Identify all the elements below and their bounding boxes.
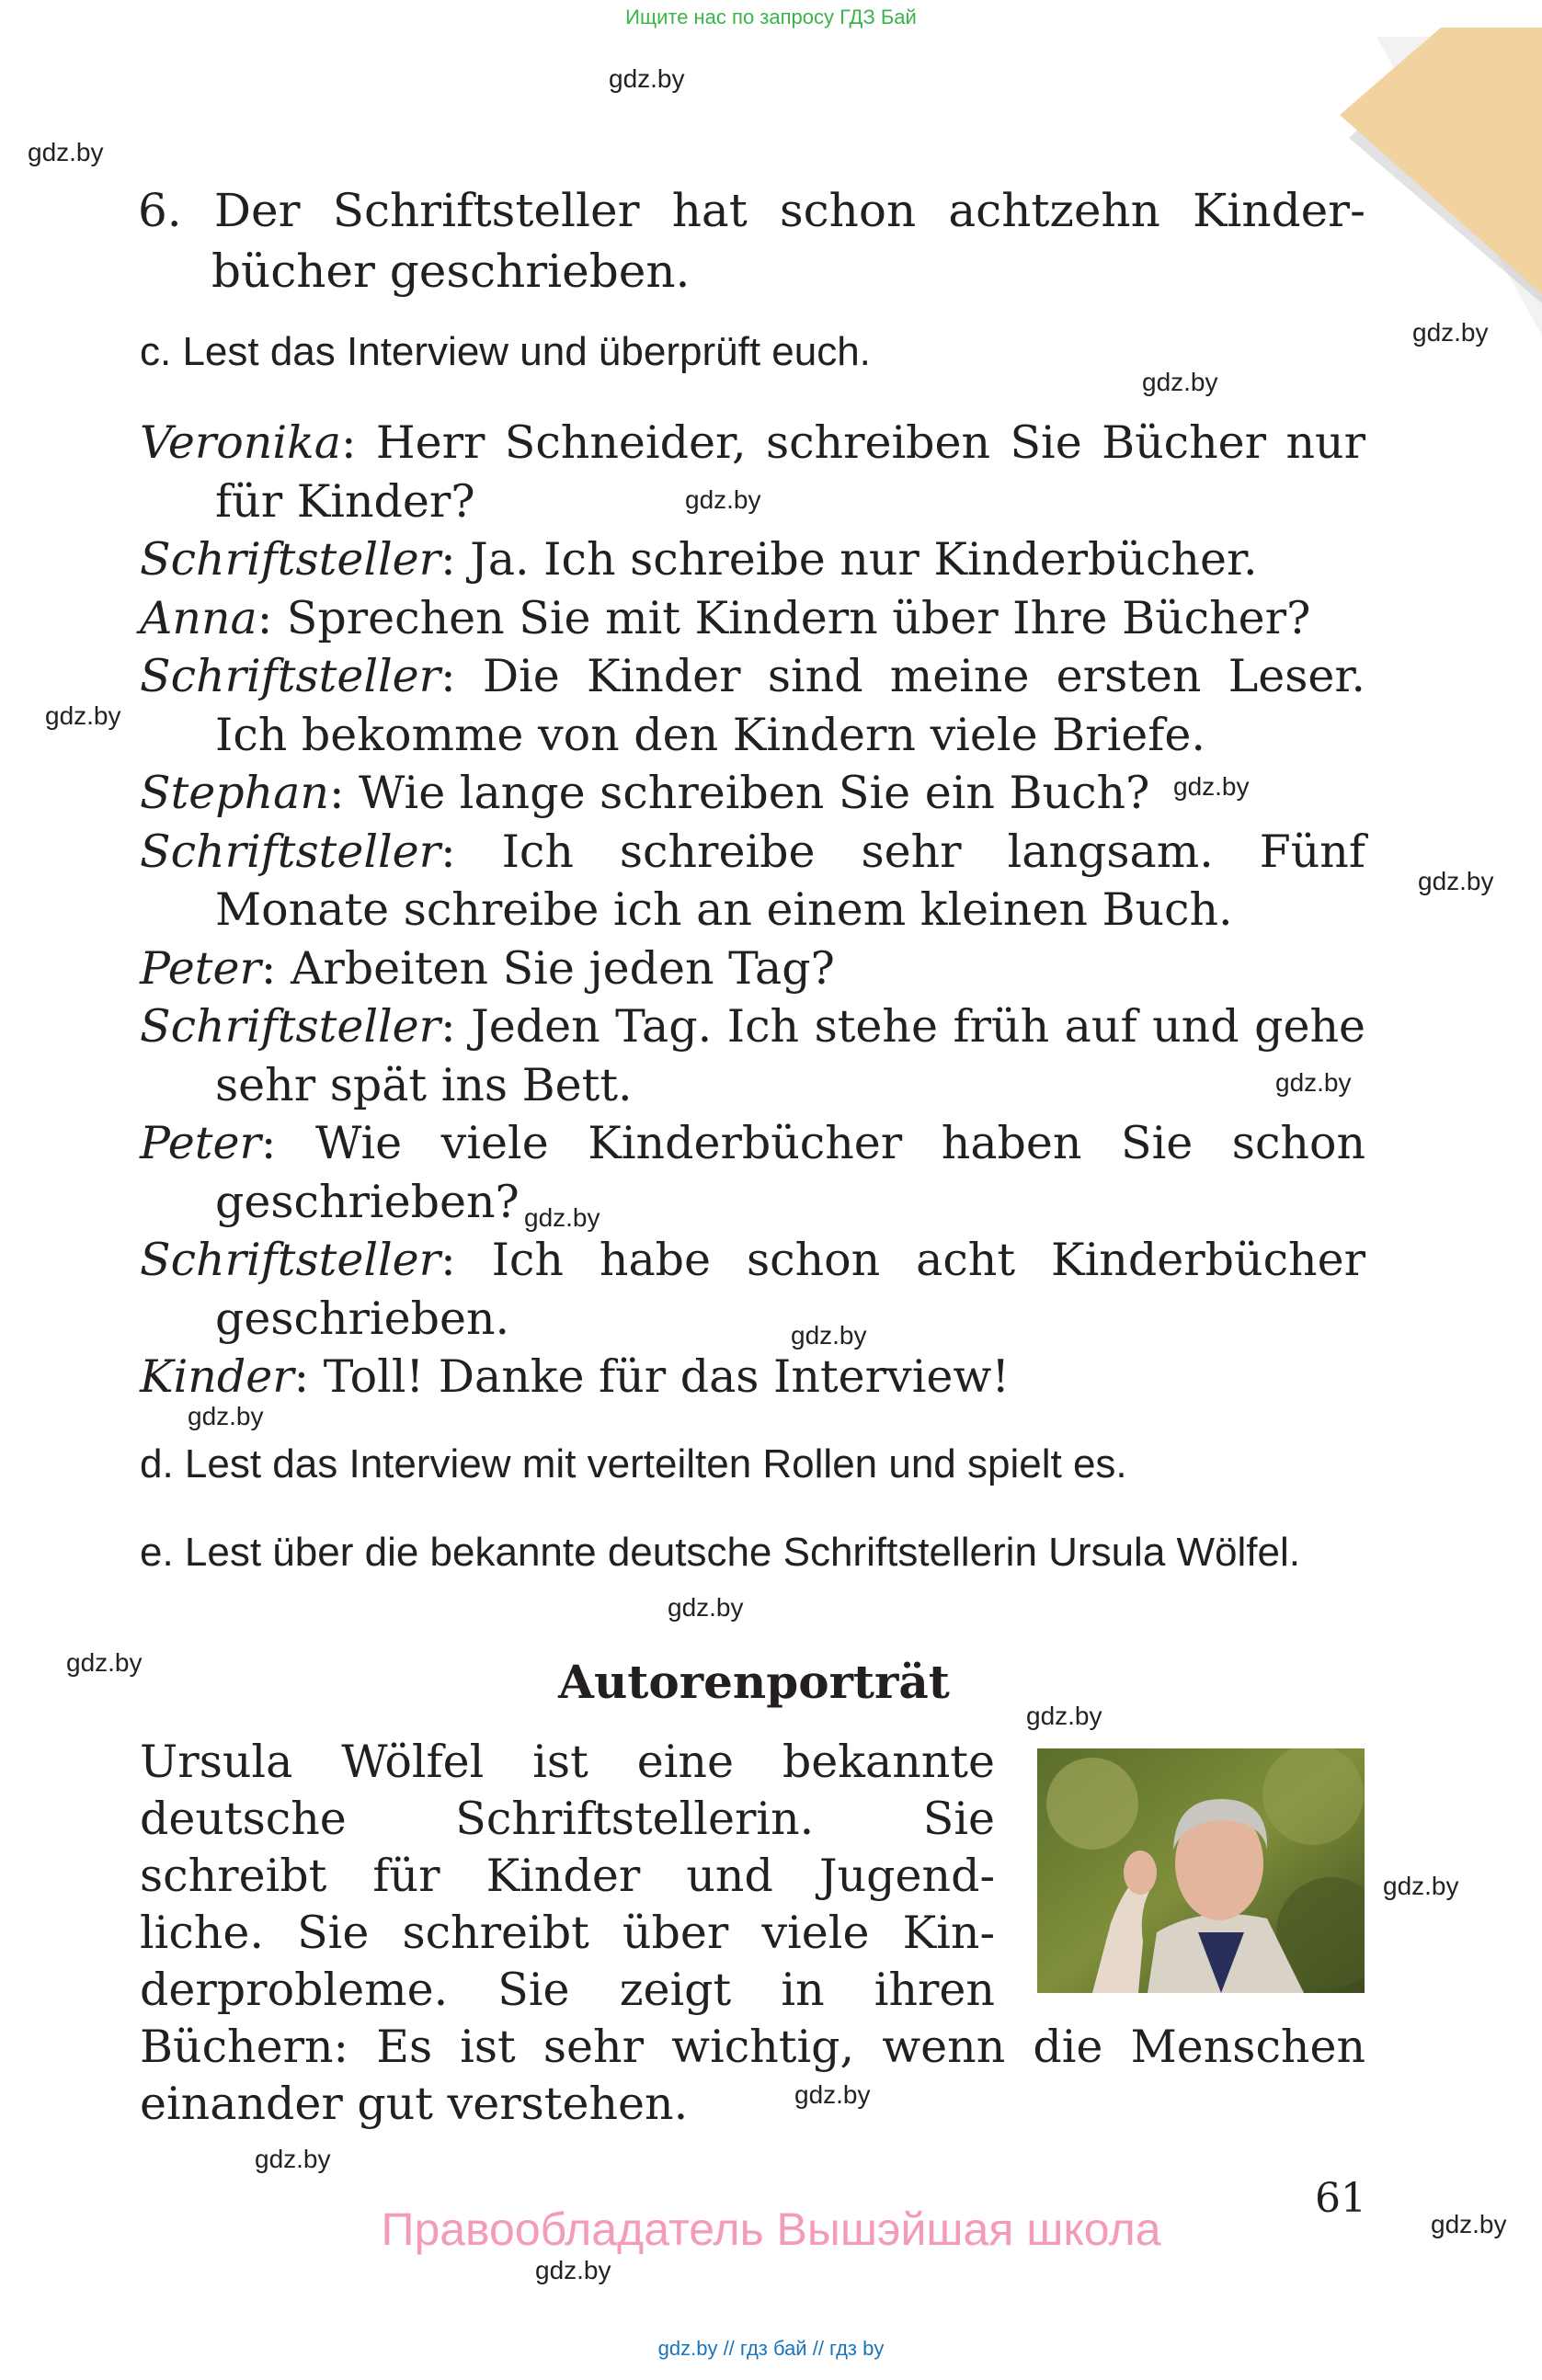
- watermark: gdz.by: [524, 1203, 600, 1232]
- speech-text: : Toll! Danke für das Interview!: [293, 1350, 1011, 1403]
- speech-text: : Sprechen Sie mit Kindern über Ihre Bücher?: [257, 591, 1311, 644]
- speech-text: : Jeden Tag. Ich stehe früh auf und gehe sehr spät ins Bett.: [215, 1000, 1365, 1111]
- interview-dialog: [140, 414, 1365, 1406]
- task-c-heading: c. Lest das Interview und überprüft euch.: [140, 329, 871, 374]
- watermark: gdz.by: [668, 1593, 744, 1622]
- watermark: gdz.by: [791, 1321, 867, 1349]
- dialog-turn: [140, 414, 1365, 530]
- footer-links: gdz.by // гдз бай // гдз by: [657, 2337, 885, 2360]
- dialog-turn: [140, 939, 1365, 998]
- speech-text: : Die Kinder sind meine ersten Leser. Ich bekomme von den Kindern viele Briefe.: [215, 650, 1365, 761]
- watermark: gdz.by: [1412, 318, 1489, 347]
- dialog-turn: [140, 823, 1365, 939]
- word: achtzehn: [948, 184, 1160, 237]
- item6-line1: [138, 180, 1365, 241]
- watermark: gdz.by: [609, 64, 685, 93]
- speaker-name: Schriftsteller: [140, 825, 441, 878]
- speaker-name: Kinder: [140, 1350, 294, 1403]
- word: Schriftsteller: [332, 184, 640, 237]
- portrait-paragraph-bottom: Büchern: Es ist sehr wichtig, wenn die Menschen einander gut verstehen.: [140, 2021, 1365, 2130]
- speaker-name: Schriftsteller: [140, 650, 441, 702]
- exercise-item-6: [138, 180, 1365, 302]
- dialog-turn: [140, 647, 1365, 764]
- item6-line2: bücher geschrieben.: [211, 245, 691, 298]
- dialog-turn: [140, 997, 1365, 1114]
- speech-text: : Ja. Ich schreibe nur Kinderbücher.: [440, 533, 1258, 586]
- watermark: gdz.by: [1173, 772, 1250, 801]
- dialog-turn: [140, 1348, 1365, 1406]
- speech-text: : Ich schreibe sehr langsam. Fünf Monate schreibe ich an einem kleinen Buch.: [215, 825, 1365, 936]
- watermark: gdz.by: [1431, 2210, 1507, 2238]
- top-banner: Ищите нас по запросу ГДЗ Бай: [625, 6, 917, 28]
- word: hat: [671, 184, 748, 237]
- dialog-turn: [140, 1231, 1365, 1348]
- copyright-notice: Правообладатель Вышэйшая школа: [381, 2203, 1161, 2255]
- dialog-turn: [140, 530, 1365, 589]
- speech-text: : Herr Schneider, schreiben Sie Bücher nur für Kinder?: [215, 416, 1365, 528]
- speech-text: : Wie lange schreiben Sie ein Buch?: [328, 767, 1150, 819]
- paragraph-line: derprobleme. Sie zeigt in ihren: [140, 1964, 995, 2016]
- dialog-turn: [140, 1114, 1365, 1231]
- speaker-name: Schriftsteller: [140, 533, 441, 586]
- paragraph-line: liche. Sie schreibt über viele Kin-: [140, 1907, 995, 1959]
- speaker-name: Peter: [140, 941, 261, 995]
- task-d-heading: d. Lest das Interview mit verteilten Rollen und spielt es.: [140, 1441, 1127, 1486]
- word: Der: [213, 184, 301, 237]
- watermark: gdz.by: [1275, 1068, 1352, 1097]
- section-title: Autorenporträt: [558, 1655, 950, 1709]
- page-number: 61: [1315, 2175, 1366, 2222]
- paragraph-line: deutsche Schriftstellerin. Sie: [140, 1793, 995, 1845]
- dialog-turn: [140, 589, 1365, 648]
- dialog-turn: [140, 764, 1365, 823]
- watermark: gdz.by: [255, 2145, 331, 2173]
- speaker-name: Anna: [140, 591, 257, 644]
- paragraph-line: Ursula Wölfel ist eine bekannte: [140, 1736, 995, 1788]
- task-e-heading: e. Lest über die bekannte deutsche Schriftstellerin Ursula Wölfel.: [140, 1530, 1300, 1575]
- speaker-name: Stephan: [140, 767, 329, 819]
- portrait-paragraph-top: [140, 1734, 995, 2019]
- watermark: gdz.by: [794, 2080, 871, 2109]
- item-number: 6.: [138, 184, 182, 237]
- watermark: gdz.by: [1418, 867, 1494, 895]
- word: schon: [780, 184, 917, 237]
- speech-text: : Wie viele Kinderbücher haben Sie schon geschrieben?: [215, 1117, 1365, 1228]
- watermark: gdz.by: [685, 485, 761, 514]
- watermark: gdz.by: [45, 701, 121, 730]
- speech-text: : Arbeiten Sie jeden Tag?: [260, 941, 835, 995]
- paragraph-line: schreibt für Kinder und Jugend-: [140, 1850, 995, 1902]
- watermark: gdz.by: [28, 138, 104, 166]
- watermark: gdz.by: [188, 1402, 264, 1430]
- speaker-name: Schriftsteller: [140, 1000, 441, 1053]
- word: Kinder-: [1193, 184, 1365, 237]
- speaker-name: Veronika: [140, 416, 341, 469]
- speaker-name: Peter: [140, 1117, 261, 1169]
- speech-text: : Ich habe schon acht Kinderbücher geschrieben.: [215, 1234, 1365, 1345]
- author-photo: [1037, 1748, 1365, 1993]
- watermark: gdz.by: [1383, 1872, 1459, 1900]
- watermark: gdz.by: [1142, 368, 1218, 396]
- watermark: gdz.by: [66, 1648, 143, 1677]
- watermark: gdz.by: [535, 2256, 611, 2284]
- speaker-name: Schriftsteller: [140, 1234, 441, 1286]
- watermark: gdz.by: [1026, 1702, 1102, 1730]
